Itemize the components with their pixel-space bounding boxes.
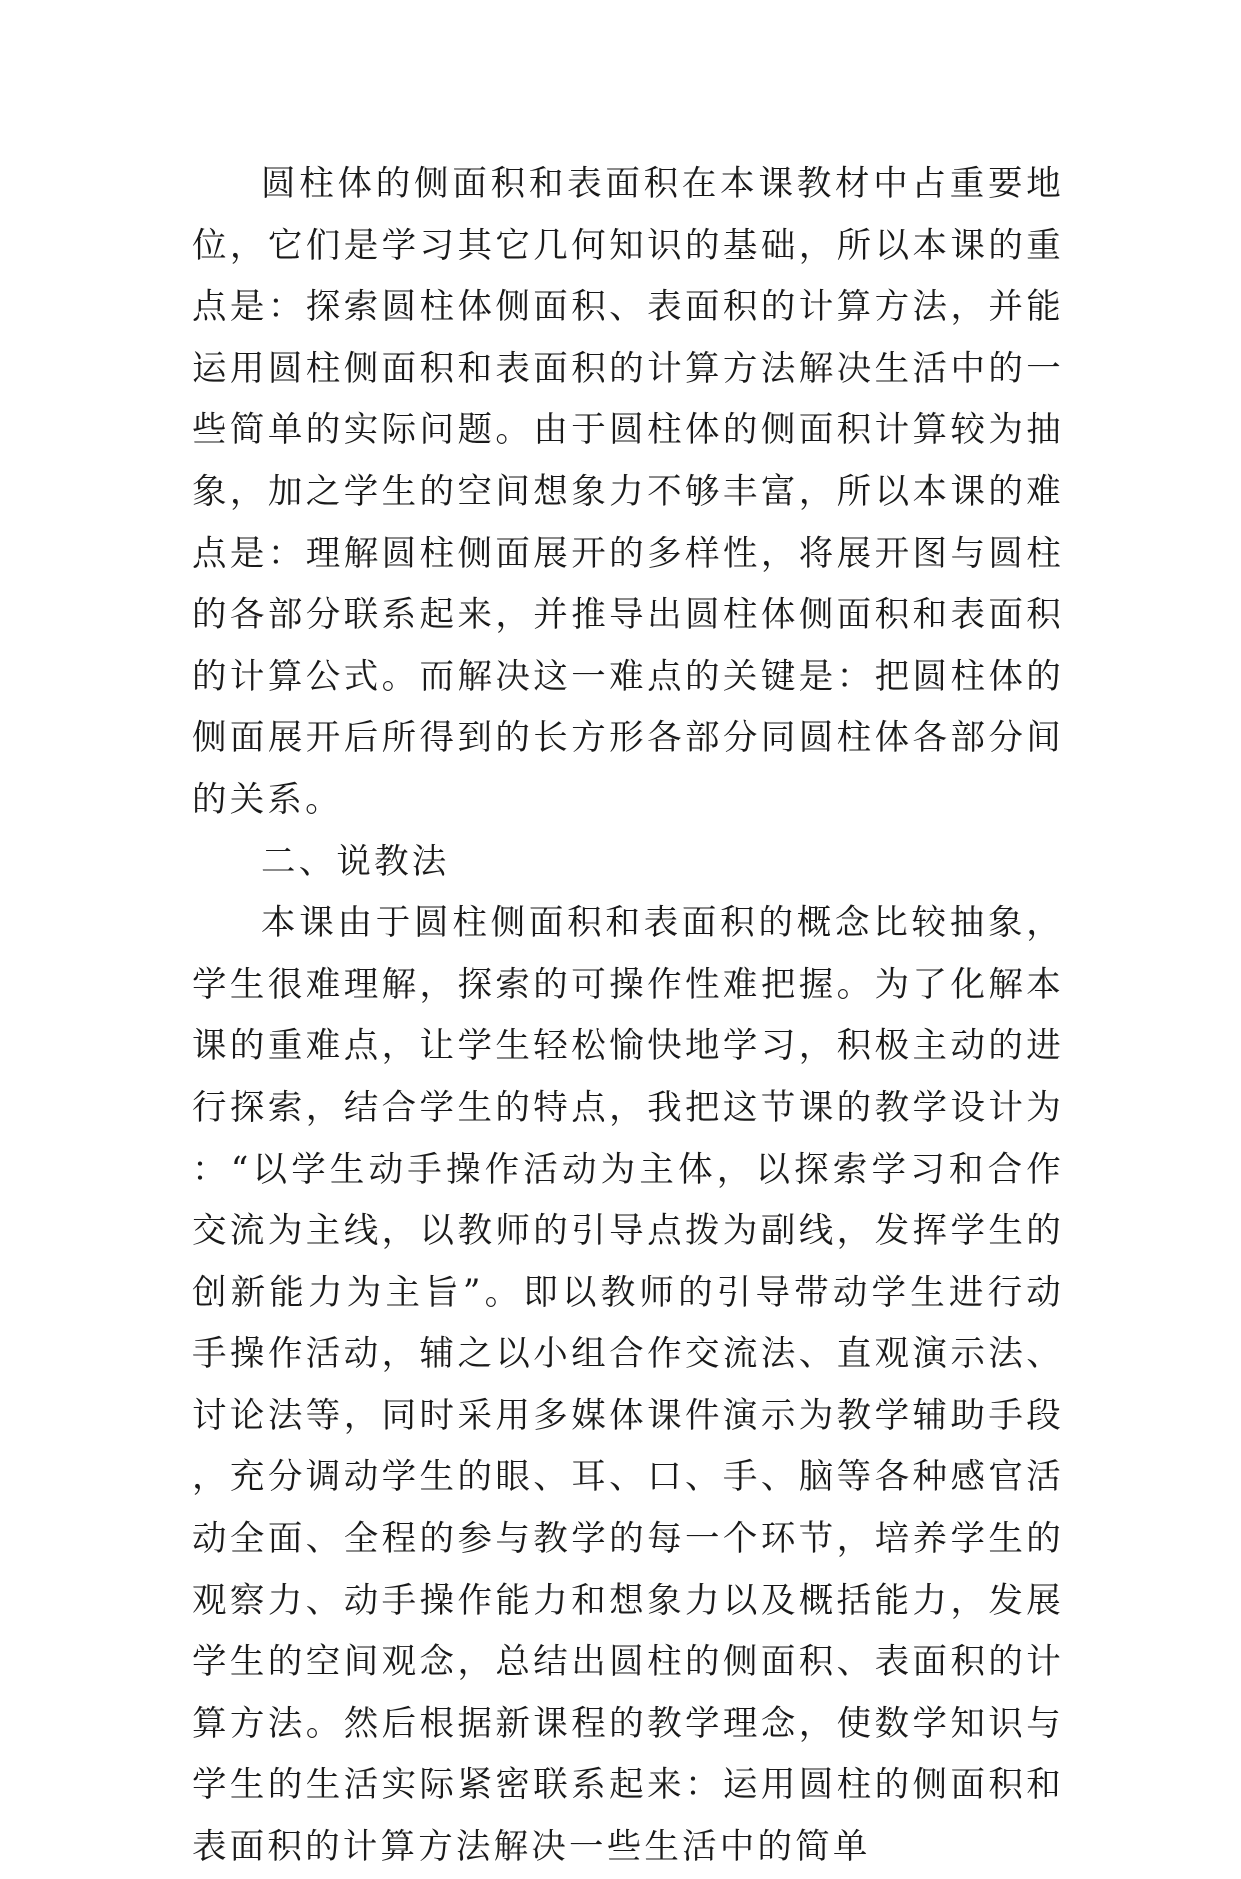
section-heading: 二、说教法 <box>261 841 450 882</box>
paragraph-teaching-method: 本课由于圆柱侧面积和表面积的概念比较抽象，学生很难理解，探索的可操作性难把握。为了化解本课的重难点，让学生轻松愉快地学习，积极主动的进行探索，结合学生的特点，我把这节课的教学设计为：“以学生动手操作活动为主体，以探索学习和合作交流为主线，以教师的引导点拨为副线，发挥学生的创新能力为主旨”。即以教师的引导带动学生进行动手操作活动，辅之以小组合作交流法、直观演示法、讨论法等，同时采用多媒体课件演示为教学辅助手段，充分调动学生的眼、耳、口、手、脑等各种感官活动全面、全程的参与教学的每一个环节，培养学生的观察力、动手操作能力和想象力以及概括能力，发展学生的空间观念，总结出圆柱的侧面积、表面积的计算方法。然后根据新课程的教学理念，使数学知识与学生的生活实际紧密联系起来：运用圆柱的侧面积和表面积的计算方法解决一些生活中的简单 <box>192 903 1064 1868</box>
document-body <box>192 154 1064 1879</box>
paragraph-key-points: 圆柱体的侧面积和表面积在本课教材中占重要地位，它们是学习其它几何知识的基础，所以本课的重点是：探索圆柱体侧面积、表面积的计算方法，并能运用圆柱侧面积和表面积的计算方法解决生活中的一些简单的实际问题。由于圆柱体的侧面积计算较为抽象，加之学生的空间想象力不够丰富，所以本课的难点是：理解圆柱侧面展开的多样性，将展开图与圆柱的各部分联系起来，并推导出圆柱体侧面积和表面积的计算公式。而解决这一难点的关键是：把圆柱体的侧面展开后所得到的长方形各部分同圆柱体各部分间的关系。 <box>192 164 1064 820</box>
